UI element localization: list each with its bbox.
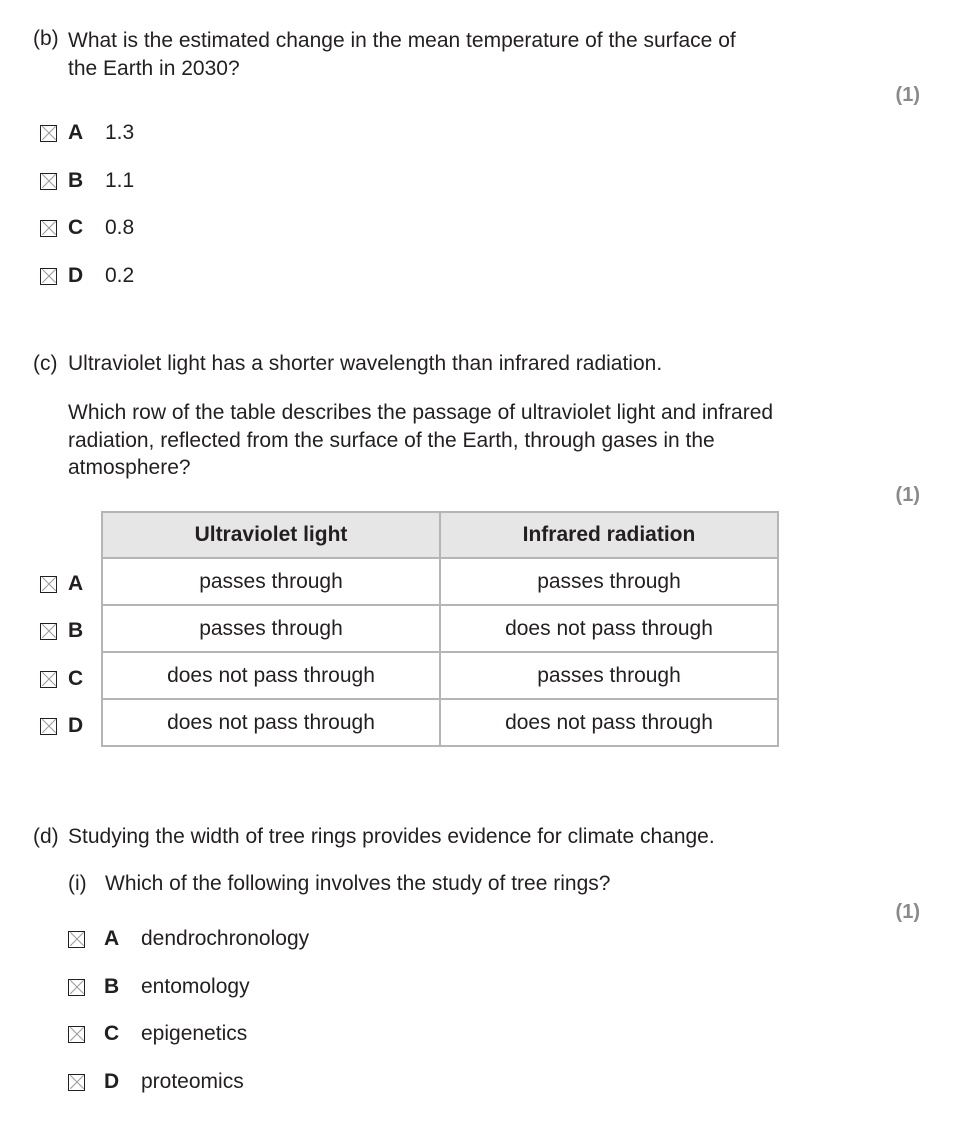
answer-checkbox[interactable] xyxy=(68,1074,85,1091)
table-row xyxy=(102,558,778,605)
part-b-question-line1: What is the estimated change in the mean temperature of the surface of xyxy=(68,29,736,52)
part-c-option-c[interactable] xyxy=(40,667,98,691)
answer-checkbox[interactable] xyxy=(40,220,57,237)
part-d-label: (d) xyxy=(33,825,59,848)
answer-checkbox[interactable] xyxy=(40,268,57,285)
radiation-table xyxy=(101,511,779,747)
table-header-ir: Infrared radiation xyxy=(440,512,778,558)
table-cell-ir: passes through xyxy=(440,558,778,605)
part-b-option-d[interactable] xyxy=(40,264,134,288)
option-letter: A xyxy=(104,927,120,950)
option-letter: D xyxy=(68,714,84,737)
option-text: dendrochronology xyxy=(141,927,310,950)
option-letter: A xyxy=(68,121,84,144)
option-text: 0.8 xyxy=(105,216,135,239)
part-d-marks: (1) xyxy=(895,901,920,923)
part-d-option-b[interactable] xyxy=(68,975,250,999)
table-row xyxy=(102,699,778,746)
option-text: 0.2 xyxy=(105,264,135,287)
answer-checkbox[interactable] xyxy=(40,125,57,142)
answer-checkbox[interactable] xyxy=(40,623,57,640)
option-letter: B xyxy=(104,975,120,998)
part-b-question xyxy=(68,27,868,82)
part-c-question-line2: radiation, reflected from the surface of the Earth, through gases in the xyxy=(68,428,715,452)
table-cell-uv: does not pass through xyxy=(102,699,440,746)
table-cell-ir: does not pass through xyxy=(440,605,778,652)
option-letter: D xyxy=(68,264,84,287)
part-d-option-c[interactable] xyxy=(68,1022,247,1046)
part-d-sub-question: Which of the following involves the study of tree rings? xyxy=(105,872,611,895)
option-letter: C xyxy=(68,216,84,239)
part-b-question-line2: the Earth in 2030? xyxy=(68,56,240,80)
part-c-question-line1: Which row of the table describes the passage of ultraviolet light and infrared xyxy=(68,401,774,424)
answer-checkbox[interactable] xyxy=(40,718,57,735)
part-c-option-d[interactable] xyxy=(40,714,98,738)
part-b-label: (b) xyxy=(33,27,59,50)
option-letter: B xyxy=(68,619,84,642)
part-c-question xyxy=(68,399,888,482)
part-d-statement: Studying the width of tree rings provides evidence for climate change. xyxy=(68,825,715,848)
table-cell-uv: passes through xyxy=(102,605,440,652)
answer-checkbox[interactable] xyxy=(68,931,85,948)
table-row xyxy=(102,605,778,652)
answer-checkbox[interactable] xyxy=(40,576,57,593)
option-letter: B xyxy=(68,169,84,192)
part-c-marks: (1) xyxy=(895,484,920,506)
table-cell-uv: passes through xyxy=(102,558,440,605)
part-d-sub-label: (i) xyxy=(68,872,87,895)
table-header-uv: Ultraviolet light xyxy=(102,512,440,558)
part-c-option-b[interactable] xyxy=(40,619,98,643)
answer-checkbox[interactable] xyxy=(68,1026,85,1043)
answer-checkbox[interactable] xyxy=(40,173,57,190)
part-b-option-b[interactable] xyxy=(40,169,134,193)
option-letter: C xyxy=(104,1022,120,1045)
part-c-statement: Ultraviolet light has a shorter wavelength than infrared radiation. xyxy=(68,352,663,375)
part-c-option-a[interactable] xyxy=(40,572,98,596)
option-letter: D xyxy=(104,1070,120,1093)
part-b-option-c[interactable] xyxy=(40,216,134,240)
part-c-question-line3: atmosphere? xyxy=(68,456,191,479)
table-cell-uv: does not pass through xyxy=(102,652,440,699)
part-d-option-a[interactable] xyxy=(68,927,309,951)
table-cell-ir: does not pass through xyxy=(440,699,778,746)
option-text: proteomics xyxy=(141,1070,244,1093)
table-header-row xyxy=(102,512,778,558)
option-letter: A xyxy=(68,572,84,595)
option-text: 1.3 xyxy=(105,121,135,144)
option-text: 1.1 xyxy=(105,169,135,192)
table-cell-ir: passes through xyxy=(440,652,778,699)
option-text: epigenetics xyxy=(141,1022,248,1045)
table-row xyxy=(102,652,778,699)
answer-checkbox[interactable] xyxy=(40,671,57,688)
part-b-option-a[interactable] xyxy=(40,121,134,145)
part-d-option-d[interactable] xyxy=(68,1070,244,1094)
option-letter: C xyxy=(68,667,84,690)
option-text: entomology xyxy=(141,975,250,998)
part-c-label: (c) xyxy=(33,352,58,375)
answer-checkbox[interactable] xyxy=(68,979,85,996)
part-b-marks: (1) xyxy=(895,84,920,106)
